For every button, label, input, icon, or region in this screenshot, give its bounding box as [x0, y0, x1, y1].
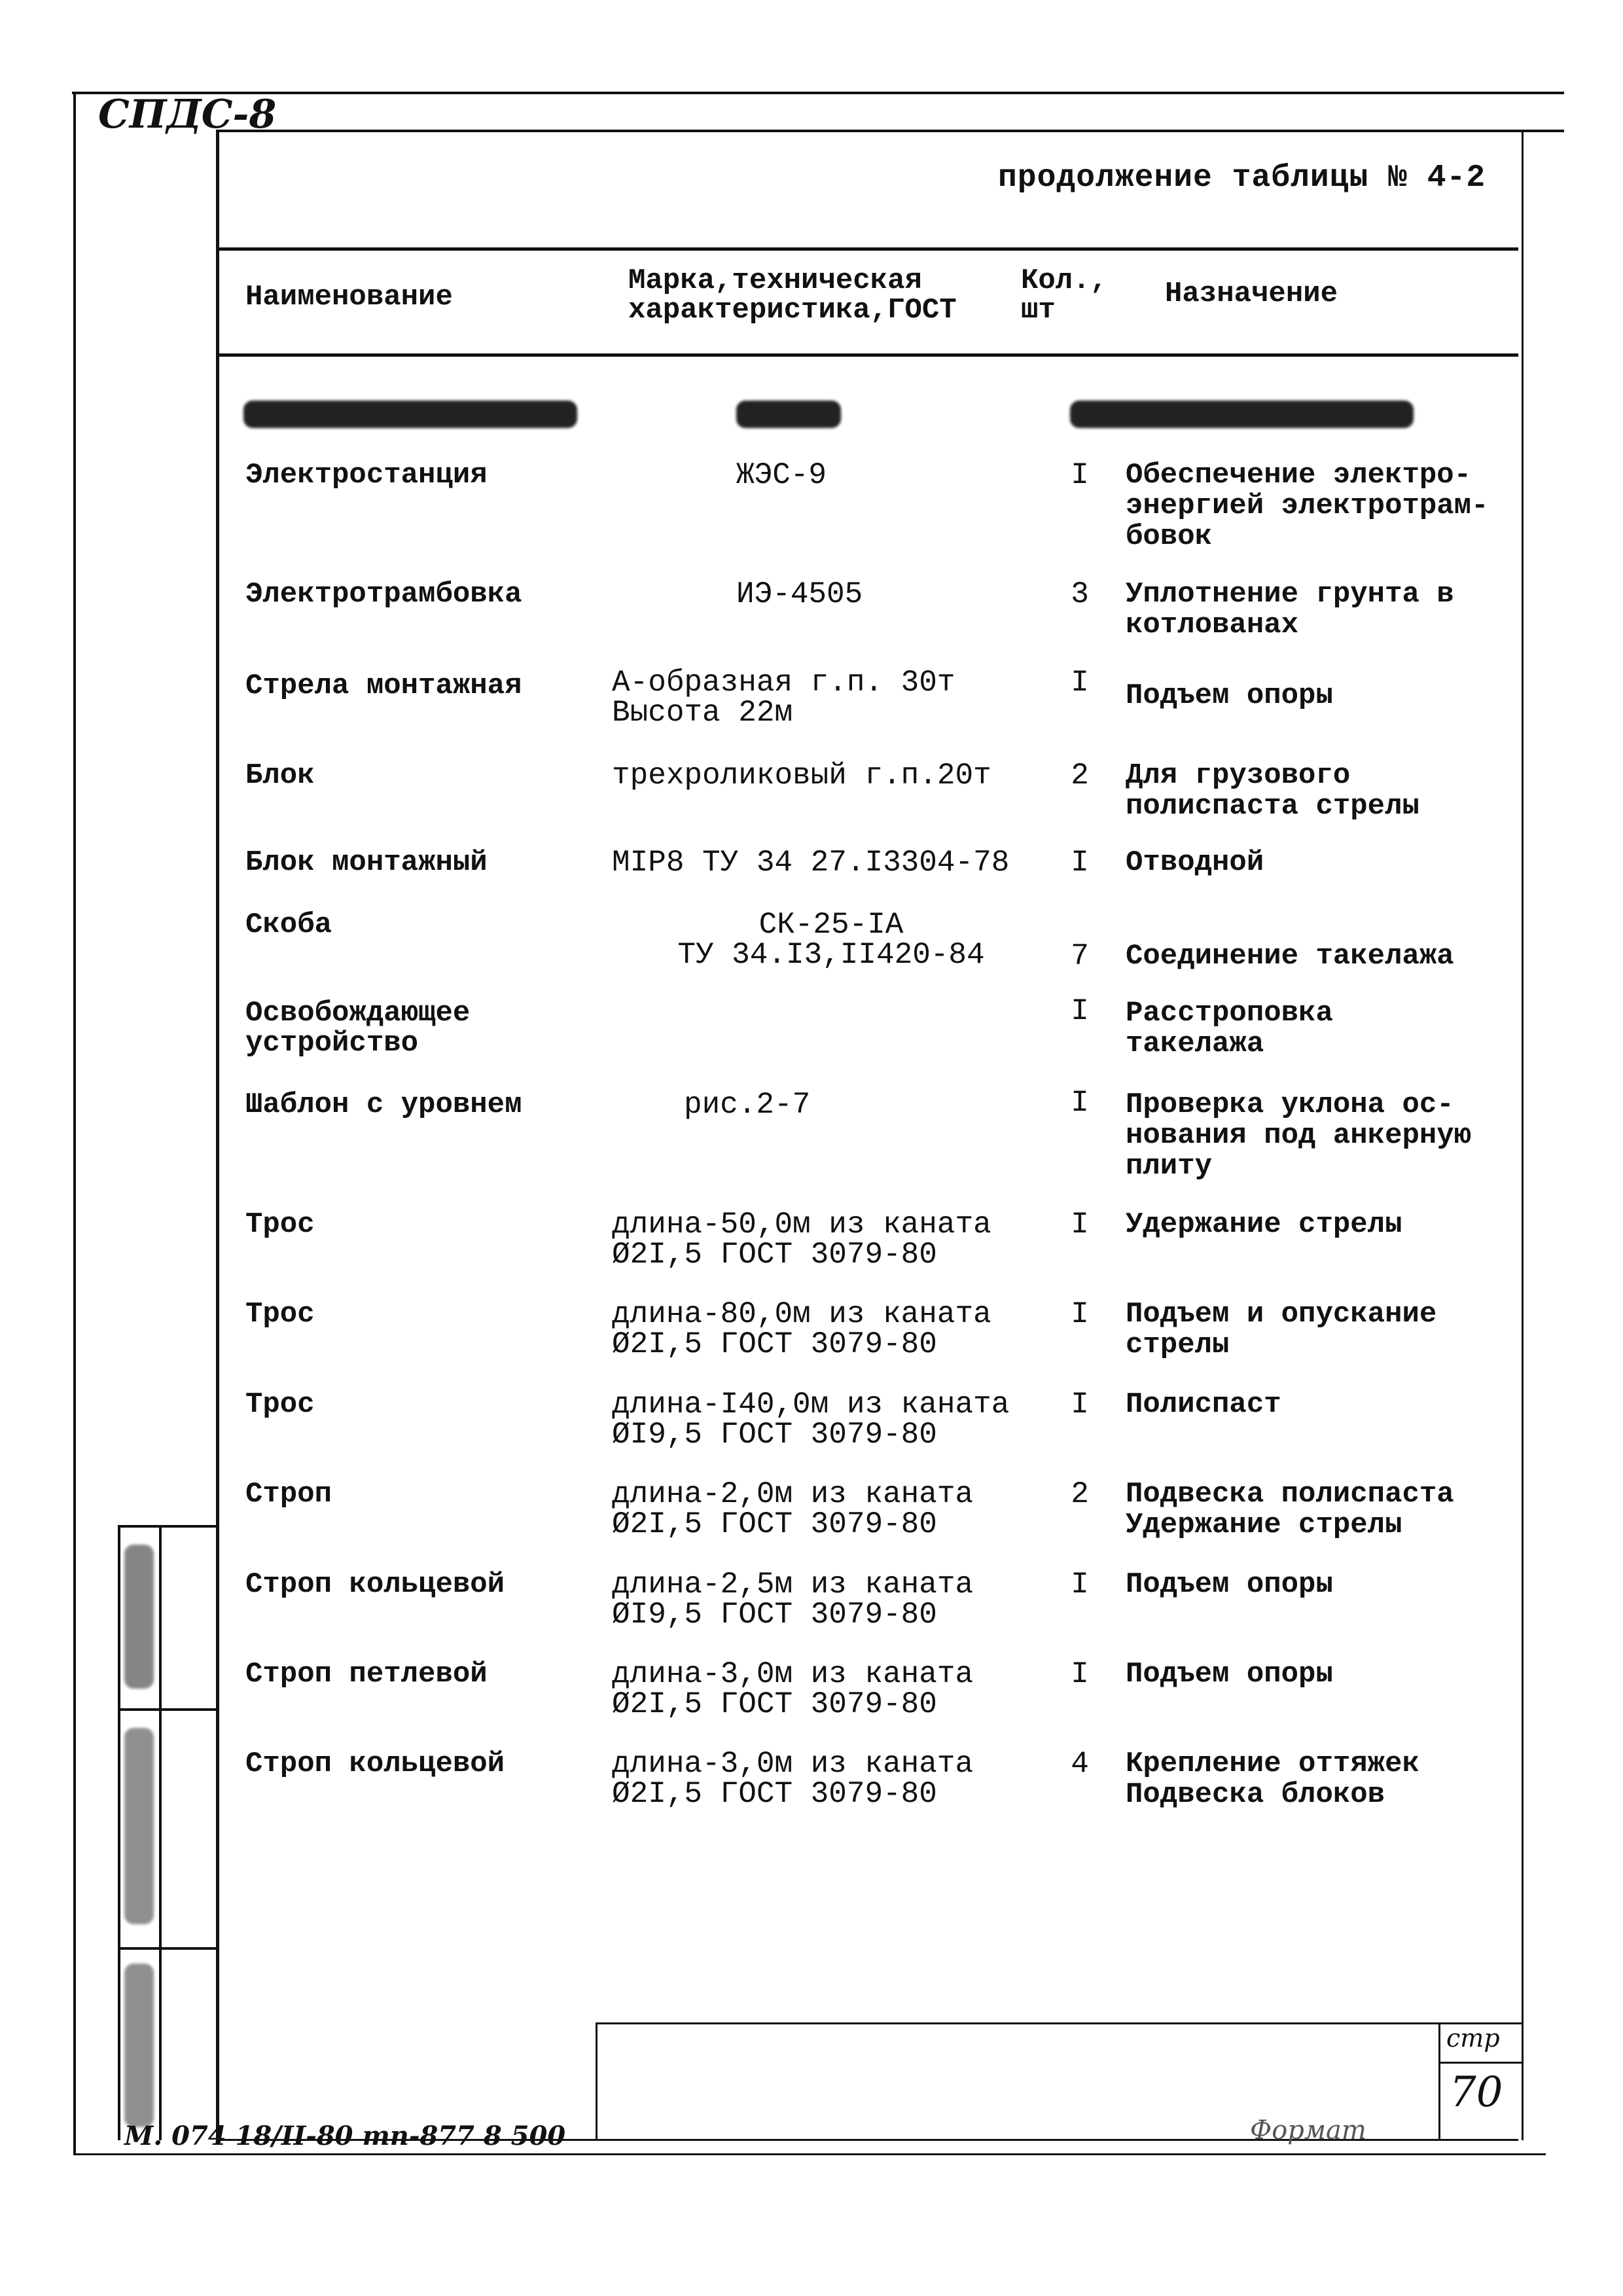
- header-purpose: Назначение: [1165, 278, 1338, 310]
- row-spec: длина-2,5м из каната ØI9,5 ГОСТ 3079-80: [612, 1568, 974, 1632]
- stamp-column-left: [118, 1525, 120, 2140]
- row-name: Блок: [245, 759, 315, 792]
- row-purpose: Соединение такелажа: [1126, 940, 1454, 973]
- row-name: Скоба: [245, 908, 332, 941]
- row-name: Строп кольцевой: [245, 1568, 505, 1601]
- header-name: Наименование: [245, 281, 453, 314]
- row-name: Стрела монтажная: [245, 670, 522, 702]
- header-spec-line2: характеристика,ГОСТ: [628, 294, 957, 327]
- row-qty: 2: [1071, 759, 1089, 793]
- row-name: Трос: [245, 1298, 315, 1331]
- row-qty: 2: [1071, 1477, 1089, 1511]
- obscured-cell-name: [243, 401, 577, 428]
- header-qty-line1: Кол.,: [1021, 264, 1108, 297]
- row-qty: I: [1071, 1297, 1089, 1331]
- row-qty: 7: [1071, 939, 1089, 973]
- row-spec: длина-I40,0м из каната ØI9,5 ГОСТ 3079-80: [612, 1388, 1010, 1452]
- obscured-cell-spec: [736, 401, 841, 428]
- row-spec: длина-2,0м из каната Ø2I,5 ГОСТ 3079-80: [612, 1477, 974, 1541]
- row-name: Строп: [245, 1478, 332, 1511]
- row-purpose: Подъем опоры: [1126, 679, 1333, 712]
- row-name: Электротрамбовка: [245, 578, 522, 611]
- row-qty: 3: [1071, 577, 1089, 611]
- row-qty: I: [1071, 1388, 1089, 1422]
- row-name: Освобождающее устройство: [245, 997, 471, 1060]
- header-top-rule: [219, 247, 1518, 251]
- row-spec: длина-50,0м из каната Ø2I,5 ГОСТ 3079-80: [612, 1208, 991, 1272]
- stamp-column-right: [159, 1525, 162, 2140]
- row-purpose: Проверка уклона ос- нования под анкерную плиту: [1126, 1088, 1472, 1183]
- row-qty: I: [1071, 458, 1089, 492]
- table-continuation-title: продолжение таблицы № 4-2: [998, 160, 1486, 196]
- outer-frame-top: [72, 92, 1564, 94]
- row-purpose: Расстроповка такелажа: [1126, 997, 1333, 1060]
- row-qty: I: [1071, 1086, 1089, 1120]
- page-number: 70: [1450, 2068, 1503, 2117]
- frame-bottom: [73, 2153, 1546, 2155]
- sheet-label: стр: [1446, 2024, 1500, 2053]
- row-purpose: Подъем и опускание стрелы: [1126, 1298, 1437, 1361]
- row-spec: ИЭ-4505: [736, 577, 863, 611]
- row-qty: I: [1071, 1657, 1089, 1691]
- row-purpose: Полиспаст: [1126, 1388, 1281, 1421]
- row-spec: МIР8 ТУ 34 27.I3304-78: [612, 846, 1010, 880]
- inner-frame-top: [216, 130, 1564, 132]
- row-purpose: Подвеска полиспаста Удержание стрелы: [1126, 1478, 1454, 1541]
- row-qty: I: [1071, 1208, 1089, 1242]
- stamp-divider-2: [118, 1947, 216, 1950]
- inner-frame-left: [216, 130, 219, 2140]
- title-block-top: [596, 2022, 1522, 2024]
- row-qty: I: [1071, 666, 1089, 700]
- row-spec: длина-3,0м из каната Ø2I,5 ГОСТ 3079-80: [612, 1657, 974, 1721]
- stamp-signature-mark: [124, 1728, 154, 1924]
- bottom-note: М. 074 18/II-80 тп-877 8 500: [124, 2121, 566, 2151]
- row-name: Шаблон с уровнем: [245, 1088, 522, 1121]
- title-block-left: [596, 2022, 597, 2140]
- row-spec: ЖЭС-9: [736, 458, 827, 492]
- row-qty: I: [1071, 994, 1089, 1028]
- format-label: Формат: [1250, 2115, 1366, 2145]
- row-purpose: Удержание стрелы: [1126, 1208, 1402, 1241]
- row-name: Трос: [245, 1388, 315, 1421]
- row-qty: I: [1071, 1568, 1089, 1602]
- header-qty-line2: шт: [1021, 294, 1056, 327]
- corner-label: СПДС-8: [98, 92, 277, 137]
- stamp-column-top: [118, 1525, 216, 1528]
- header-spec-line1: Марка,техническая: [628, 264, 922, 297]
- stamp-divider-1: [118, 1708, 216, 1711]
- row-name: Трос: [245, 1208, 315, 1241]
- row-purpose: Обеспечение электро- энергией электротрам- бовок: [1126, 459, 1489, 553]
- row-purpose: Для грузового полиспаста стрелы: [1126, 759, 1419, 823]
- stamp-signature-mark: [124, 1964, 154, 2127]
- row-qty: 4: [1071, 1747, 1089, 1781]
- row-name: Электростанция: [245, 459, 488, 492]
- row-purpose: Отводной: [1126, 846, 1264, 879]
- row-name: Строп петлевой: [245, 1658, 488, 1691]
- row-purpose: Уплотнение грунта в котлованах: [1126, 578, 1454, 641]
- sheet-box-divider: [1438, 2062, 1522, 2064]
- row-purpose: Подъем опоры: [1126, 1568, 1333, 1601]
- obscured-cell-purpose: [1070, 401, 1414, 428]
- outer-frame-left: [73, 92, 76, 2153]
- row-purpose: Крепление оттяжек Подвеска блоков: [1126, 1748, 1419, 1811]
- header-bottom-rule: [219, 353, 1518, 357]
- row-purpose: Подъем опоры: [1126, 1658, 1333, 1691]
- sheet-box-left: [1438, 2022, 1440, 2140]
- row-spec: А-образная г.п. 30т Высота 22м: [612, 666, 955, 730]
- row-spec: длина-3,0м из каната Ø2I,5 ГОСТ 3079-80: [612, 1747, 974, 1811]
- row-spec: СК-25-IА ТУ 34.I3,II420-84: [677, 908, 985, 972]
- row-spec: рис.2-7: [684, 1088, 811, 1122]
- row-qty: I: [1071, 846, 1089, 880]
- row-name: Блок монтажный: [245, 846, 488, 879]
- stamp-signature-mark: [124, 1545, 154, 1689]
- row-spec: трехроликовый г.п.20т: [612, 759, 991, 793]
- row-spec: длина-80,0м из каната Ø2I,5 ГОСТ 3079-80: [612, 1297, 991, 1361]
- row-name: Строп кольцевой: [245, 1748, 505, 1780]
